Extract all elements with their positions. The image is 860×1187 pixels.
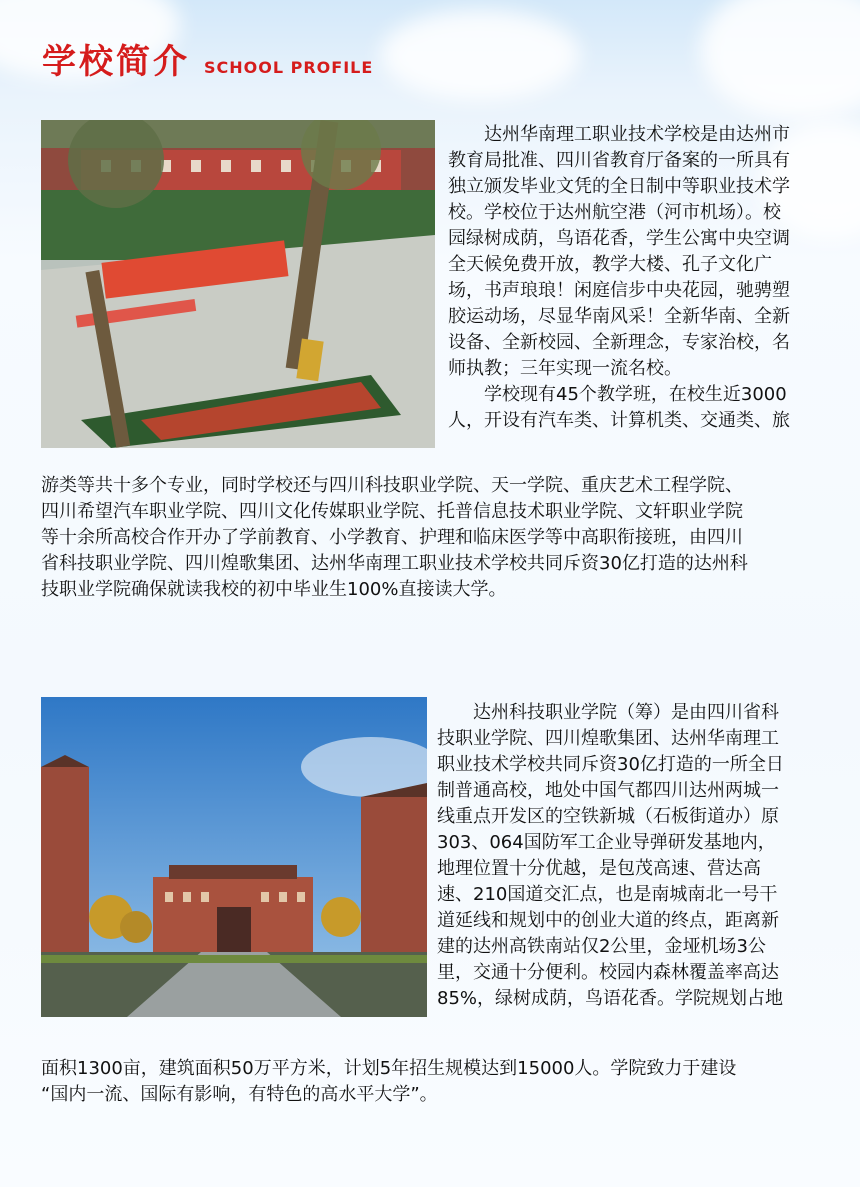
text-line: 技职业学院、四川煌歌集团、达州华南理工: [437, 728, 779, 749]
text-line: 校。学校位于达州航空港（河市机场）。校: [448, 202, 781, 223]
text-line: 面积1300亩，建筑面积50万平方米，计划5年招生规模达到15000人。学院致力于建设: [41, 1058, 737, 1079]
page-subtitle: SCHOOL PROFILE: [204, 58, 374, 77]
text-line: 省科技职业学院、四川煌歌集团、达州华南理工职业技术学校共同斥资30亿打造的达州科: [41, 553, 748, 574]
text-line: 独立颁发毕业文凭的全日制中等职业技术学: [448, 176, 790, 197]
text-line: 达州华南理工职业技术学校是由达州市: [484, 124, 790, 145]
text-line: 道延线和规划中的创业大道的终点，距离新: [437, 910, 779, 931]
text-line: 设备、全新校园、全新理念，专家治校，名: [448, 332, 790, 353]
text-line: 地理位置十分优越，是包茂高速、营达高: [437, 858, 761, 879]
college-paragraph-full: [41, 1056, 831, 1108]
text-line: 教育局批准、四川省教育厅备案的一所具有: [448, 150, 790, 171]
cloud-decoration: [700, 0, 860, 120]
text-line: 师执教；三年实现一流名校。: [448, 358, 682, 379]
text-line: 303、064国防军工企业导弹研发基地内，: [437, 832, 776, 853]
cloud-decoration: [380, 10, 580, 100]
text-line: 建的达州高铁南站仅2公里，金垭机场3公: [437, 936, 766, 957]
text-line: 场，书声琅琅！闲庭信步中央花园，驰骋塑: [448, 280, 790, 301]
text-line: 胶运动场，尽显华南风采！全新华南、全新: [448, 306, 790, 327]
text-line: 职业技术学校共同斥资30亿打造的一所全日: [437, 754, 784, 775]
college-paragraph-right: [437, 700, 829, 1012]
text-line: 里，交通十分便利。校园内森林覆盖率高达: [437, 962, 779, 983]
text-line: 速、210国道交汇点，也是南城南北一号干: [437, 884, 778, 905]
text-line: 园绿树成荫，鸟语花香，学生公寓中央空调: [448, 228, 790, 249]
intro-paragraph-right: [448, 122, 824, 434]
text-line: 等十余所高校合作开办了学前教育、小学教育、护理和临床医学等中高职衔接班，由四川: [41, 527, 743, 548]
text-line: 达州科技职业学院（筹）是由四川省科: [473, 702, 779, 723]
text-line: 四川希望汽车职业学院、四川文化传媒职业学院、托普信息技术职业学院、文轩职业学院: [41, 501, 743, 522]
text-line: 全天候免费开放，教学大楼、孔子文化广: [448, 254, 772, 275]
text-line: 人，开设有汽车类、计算机类、交通类、旅: [448, 410, 790, 431]
text-line: “国内一流、国际有影响，有特色的高水平大学”。: [41, 1084, 438, 1105]
text-line: 制普通高校，地处中国气都四川达州两城一: [437, 780, 779, 801]
text-line: 85%，绿树成荫，鸟语花香。学院规划占地: [437, 988, 784, 1009]
college-building-rendering: [41, 697, 427, 1017]
page-title: 学校简介: [42, 42, 190, 82]
intro-paragraph-full: [41, 473, 831, 603]
campus-courtyard-photo: [41, 120, 435, 448]
text-line: 学校现有45个教学班，在校生近3000: [484, 384, 787, 405]
text-line: 技职业学院确保就读我校的初中毕业生100%直接读大学。: [41, 579, 507, 600]
text-line: 游类等共十多个专业，同时学校还与四川科技职业学院、天一学院、重庆艺术工程学院、: [41, 475, 743, 496]
page-header: [42, 34, 373, 83]
text-line: 线重点开发区的空铁新城（石板街道办）原: [437, 806, 779, 827]
